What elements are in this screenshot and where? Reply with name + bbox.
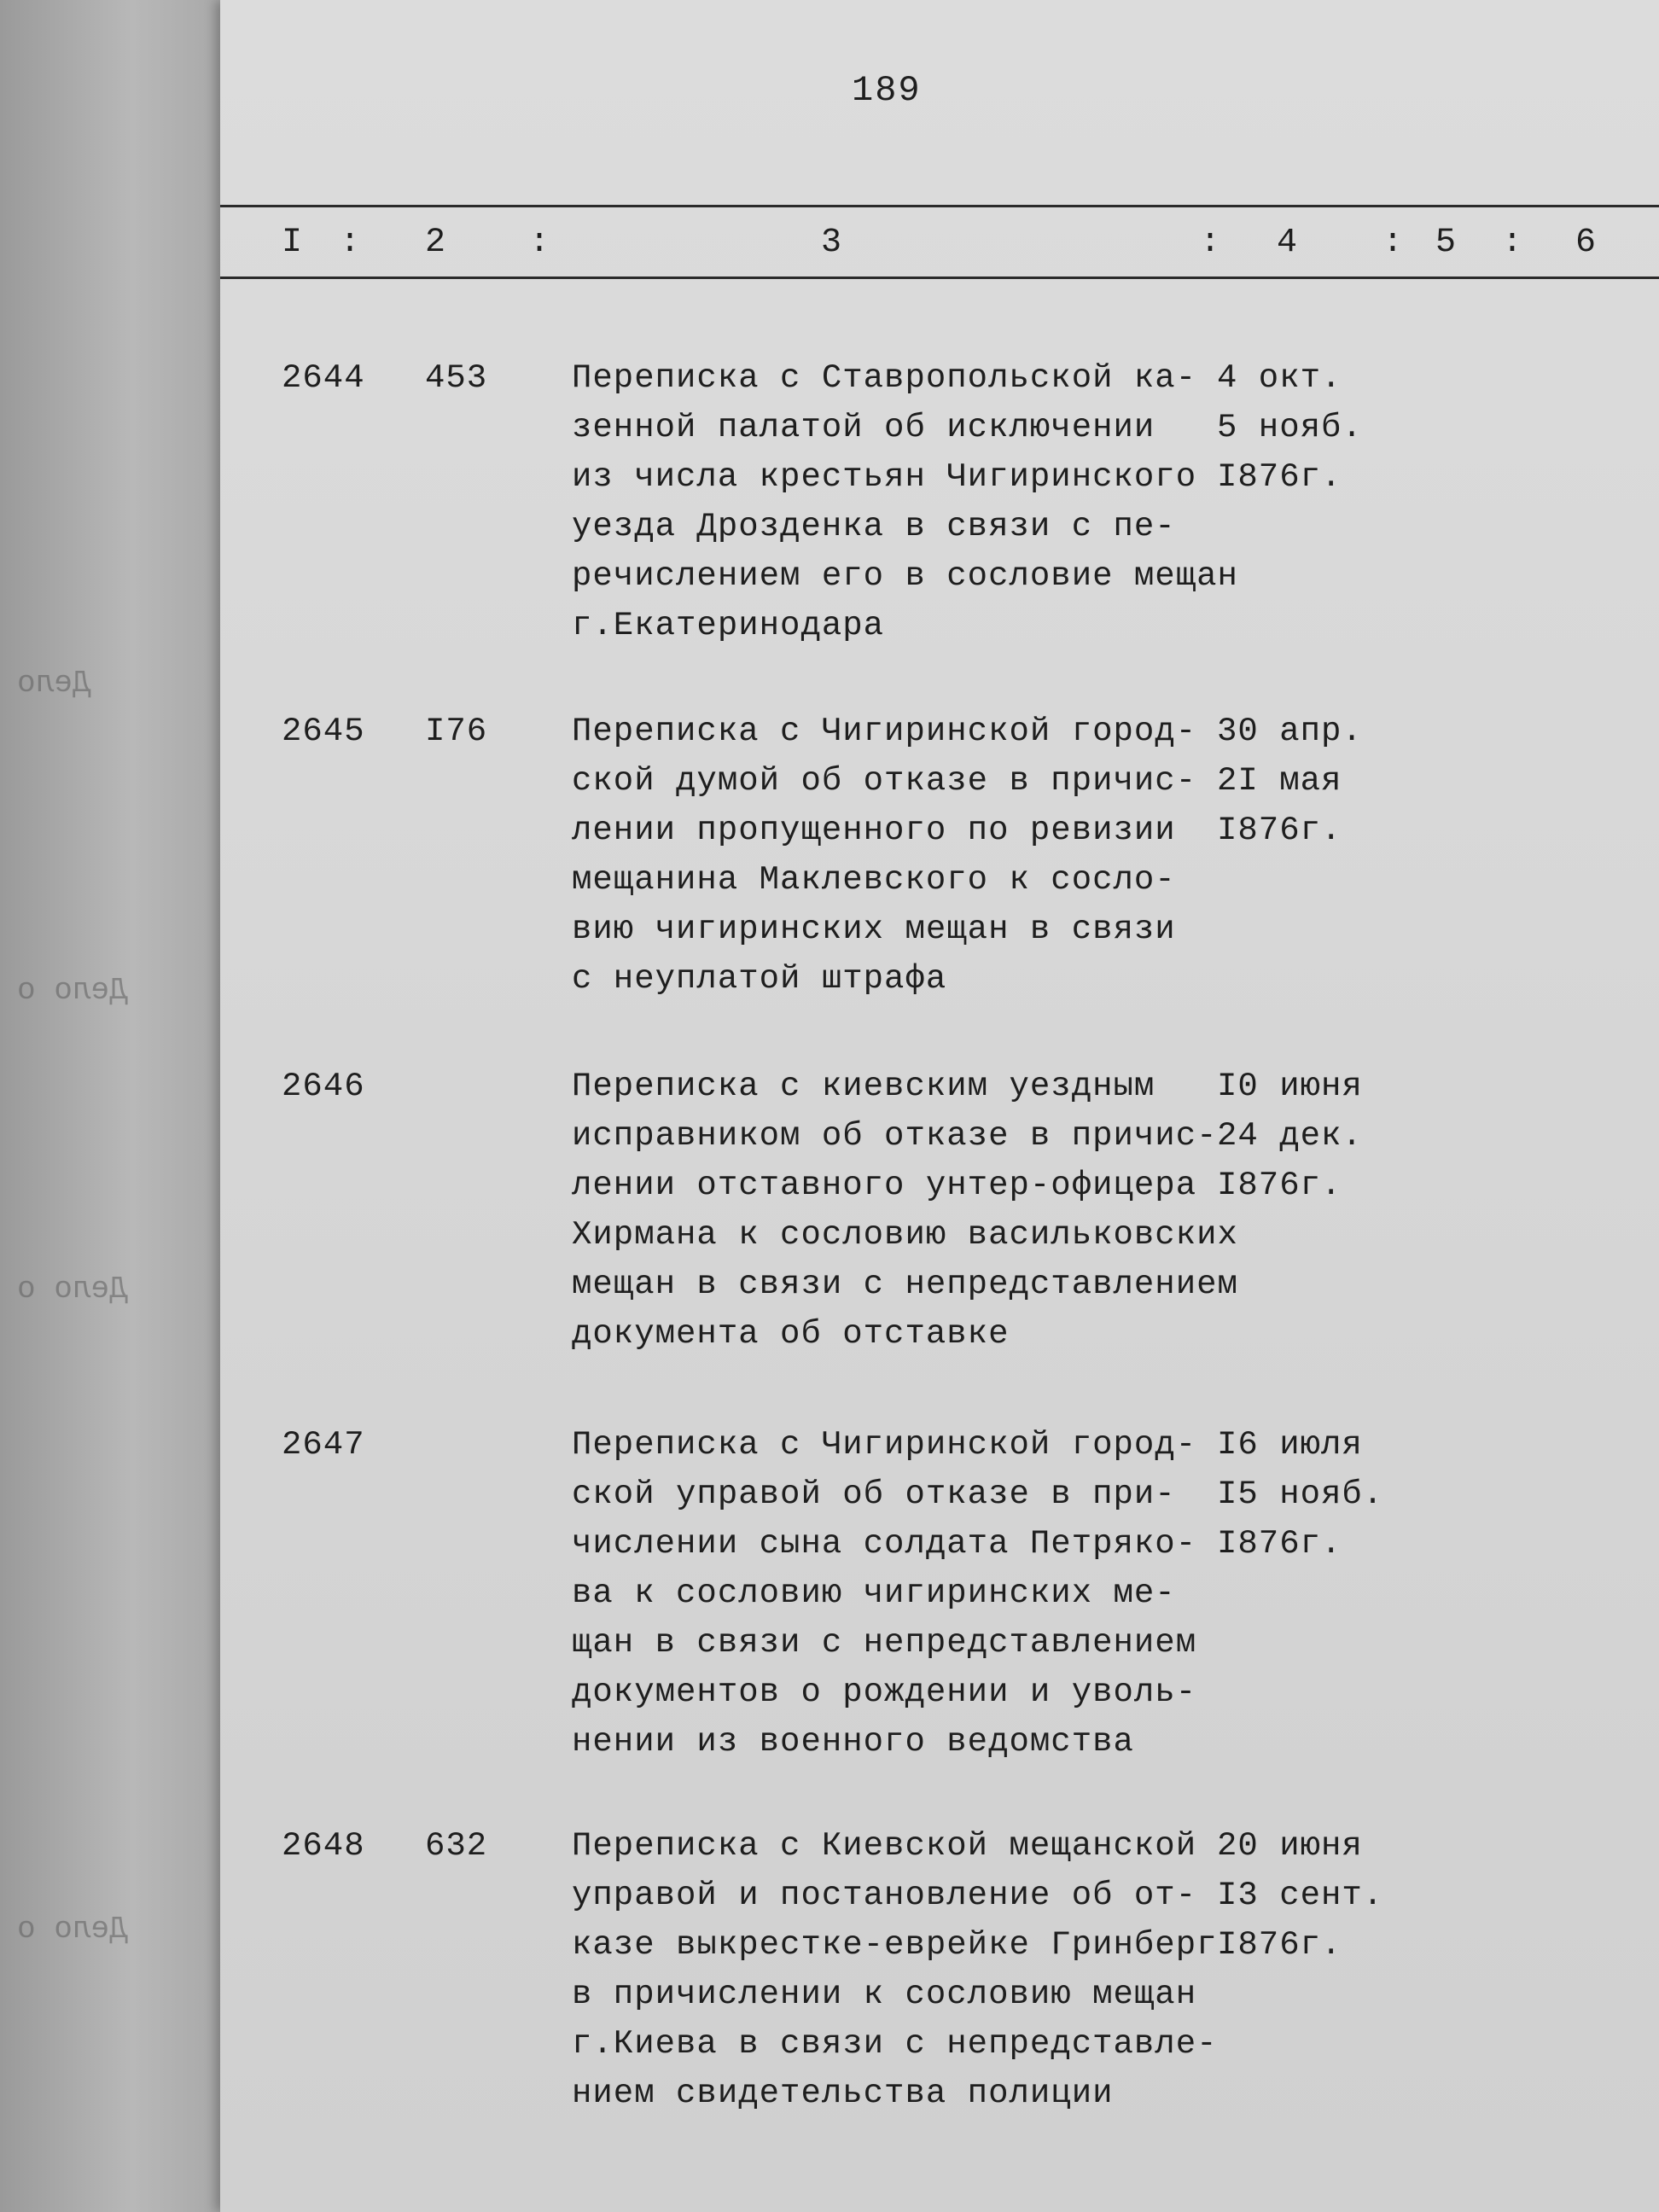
desc-line: казе выкрестке-еврейке Гринберг (572, 1926, 1218, 1964)
desc-line: ской думой об отказе в причис- (572, 762, 1197, 800)
date-line: I876г. (1217, 1926, 1342, 1964)
date-line: 2I мая (1217, 762, 1342, 800)
desc-line: Переписка с киевским уездным (572, 1068, 1155, 1105)
desc-line: мещанина Маклевского к сосло- (572, 861, 1176, 899)
bleed-text-2: Дело о (17, 973, 128, 1008)
desc-line: нении из военного ведомства (572, 1723, 1134, 1761)
desc-line: уезда Дрозденка в связи с пе- (572, 508, 1176, 545)
date-line: I0 июня (1217, 1068, 1363, 1105)
entry-dates (1217, 1062, 1405, 1210)
entry-dates (1217, 1821, 1405, 1970)
entry-number: 2645 (282, 713, 365, 750)
entry-number: 2648 (282, 1827, 365, 1865)
entry-file-number: 453 (425, 359, 488, 397)
entry-description (572, 1821, 1246, 2118)
col-separator: : (1382, 224, 1404, 262)
desc-line: документов о рождении и уволь- (572, 1674, 1197, 1711)
desc-line: мещан в связи с непредставлением (572, 1266, 1238, 1303)
col-header-6: 6 (1575, 224, 1597, 262)
entry-dates (1217, 1420, 1405, 1569)
date-line: I876г. (1217, 458, 1342, 496)
date-line: I3 сент. (1217, 1877, 1384, 1914)
desc-line: речислением его в сословие мещан (572, 557, 1238, 595)
desc-line: из числа крестьян Чигиринского (572, 458, 1197, 496)
date-line: 4 окт. (1217, 359, 1342, 397)
desc-line: Переписка с Ставропольской ка- (572, 359, 1197, 397)
entry-dates (1217, 353, 1405, 502)
desc-line: Переписка с Киевской мещанской (572, 1827, 1197, 1865)
desc-line: Переписка с Чигиринской город- (572, 713, 1197, 750)
entry-number: 2644 (282, 359, 365, 397)
date-line: 20 июня (1217, 1827, 1363, 1865)
col-separator: : (1200, 224, 1221, 262)
desc-line: нием свидетельства полиции (572, 2075, 1114, 2112)
entry-file-number: 632 (425, 1827, 488, 1865)
col-header-1: I (282, 224, 303, 262)
desc-line: исправником об отказе в причис- (572, 1117, 1218, 1155)
desc-line: ской управой об отказе в при- (572, 1476, 1176, 1513)
entry-number: 2647 (282, 1426, 365, 1464)
desc-line: управой и постановление об от- (572, 1877, 1197, 1914)
left-page-edge (0, 0, 220, 2212)
page-number: 189 (852, 70, 922, 111)
desc-line: числении сына солдата Петряко- (572, 1525, 1197, 1563)
date-line: 5 нояб. (1217, 409, 1363, 446)
date-line: 30 апр. (1217, 713, 1363, 750)
desc-line: г.Екатеринодара (572, 607, 885, 644)
col-separator: : (529, 224, 550, 262)
date-line: 24 дек. (1217, 1117, 1363, 1155)
desc-line: документа об отставке (572, 1315, 1010, 1353)
col-header-2: 2 (425, 224, 446, 262)
desc-line: щан в связи с непредставлением (572, 1624, 1197, 1662)
desc-line: зенной палатой об исключении (572, 409, 1155, 446)
entry-description (572, 707, 1246, 1004)
entry-dates (1217, 707, 1405, 855)
entry-file-number: I76 (425, 713, 488, 750)
desc-line: вию чигиринских мещан в связи (572, 911, 1176, 948)
date-line: I876г. (1217, 1525, 1342, 1563)
date-line: I6 июля (1217, 1426, 1363, 1464)
col-separator: : (1502, 224, 1523, 262)
entry-number: 2646 (282, 1068, 365, 1105)
desc-line: лении пропущенного по ревизии (572, 812, 1176, 849)
col-header-5: 5 (1435, 224, 1457, 262)
entry-description (572, 1062, 1246, 1359)
bleed-text-1: Дело (17, 666, 91, 701)
entry-description (572, 1420, 1246, 1767)
col-header-3: 3 (821, 224, 842, 262)
col-header-4: 4 (1277, 224, 1298, 262)
col-separator: : (340, 224, 361, 262)
bleed-text-4: Дело о (17, 1912, 128, 1947)
entry-description (572, 353, 1246, 650)
desc-line: в причислении к сословию мещан (572, 1976, 1197, 2013)
desc-line: г.Киева в связи с непредставле- (572, 2025, 1218, 2063)
header-rule-bottom (220, 276, 1659, 279)
date-line: I5 нояб. (1217, 1476, 1384, 1513)
desc-line: ва к сословию чигиринских ме- (572, 1575, 1176, 1612)
desc-line: лении отставного унтер-офицера (572, 1167, 1197, 1204)
date-line: I876г. (1217, 1167, 1342, 1204)
desc-line: Переписка с Чигиринской город- (572, 1426, 1197, 1464)
bleed-text-3: Дело о (17, 1272, 128, 1307)
desc-line: Хирмана к сословию васильковских (572, 1216, 1238, 1254)
desc-line: с неуплатой штрафа (572, 960, 947, 998)
date-line: I876г. (1217, 812, 1342, 849)
document-page (220, 0, 1659, 2212)
header-rule-top (220, 205, 1659, 207)
